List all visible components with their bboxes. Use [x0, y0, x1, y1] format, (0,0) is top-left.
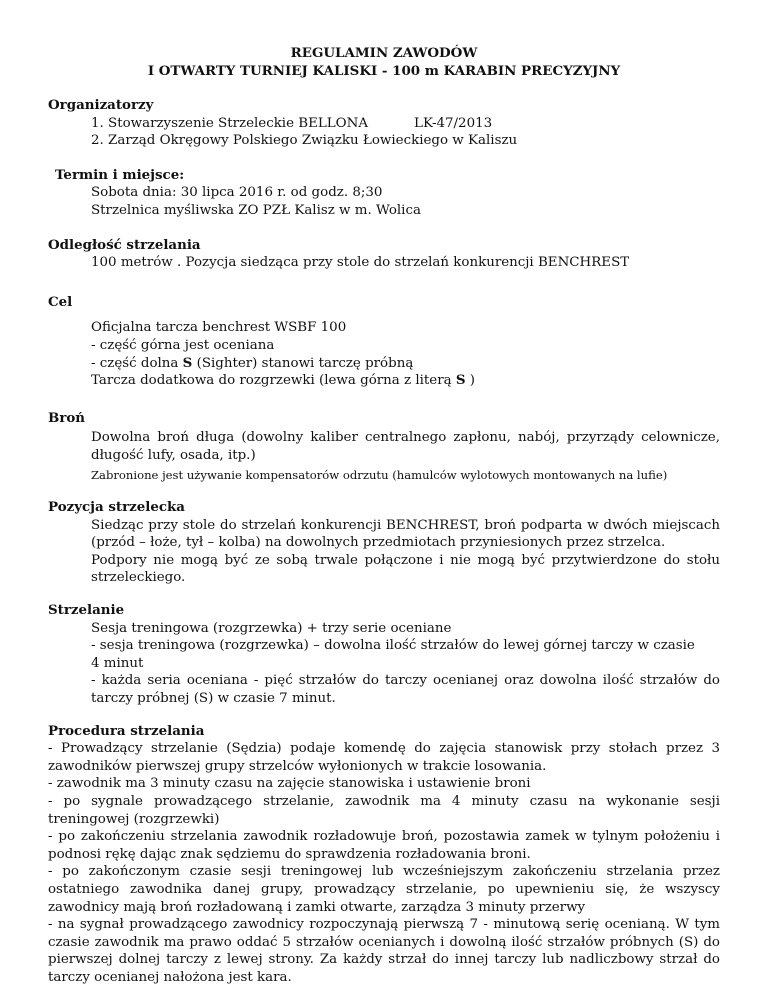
- procedure-item: - na sygnał prowadzącego zawodnicy rozpoczynają pierwszą 7 - minutową serię ocenianą. W tym czasie zawodnik ma prawo oddać 5 strzałów ocenianych i dowolną ilość strzałów próbnych (S) do pierwszej dolnej tarczy z lewej strony. Za każdy strzał do innej tarczy lub nadliczbowy strzał do tarczy ocenianej nałożona jest kara.: [48, 917, 720, 985]
- target-line-4-bold: S: [455, 372, 466, 389]
- target-line-4: [91, 372, 720, 390]
- organizer-item-1: [91, 115, 720, 133]
- target-line-3-pre: - część dolna: [91, 355, 183, 371]
- target-line-1: Oficjalna tarcza benchrest WSBF 100: [91, 320, 347, 336]
- procedure-item: - zawodnik ma 3 minuty czasu na zajęcie stanowiska i ustawienie broni: [48, 776, 531, 792]
- shooting-line-3: 4 minut: [91, 655, 144, 671]
- document-title-line1: REGULAMIN ZAWODÓW: [290, 45, 478, 61]
- weapon-text: Dowolna broń długa (dowolny kaliber centralnego zapłonu, nabój, przyrządy celownicze, długość lufy, osada, itp.): [91, 430, 720, 463]
- date-place-heading: Termin i miejsce:: [55, 166, 185, 183]
- weapon-note: Zabronione jest używanie kompensatorów odrzutu (hamulców wylotowych montowanych na lufie): [91, 467, 668, 482]
- target-line-3: [91, 355, 720, 373]
- procedure-list: [48, 740, 720, 986]
- target-line-2: - część górna jest oceniana: [91, 337, 275, 353]
- procedure-item: - po sygnale prowadzącego strzelanie, zawodnik ma 4 minuty czasu na wykonanie sesji treningowej (rozgrzewki): [48, 794, 720, 827]
- date-line: Sobota dnia: 30 lipca 2016 r. od godz. 8;30: [91, 185, 383, 201]
- target-line-3-post: (Sighter) stanowi tarczę próbną: [192, 355, 414, 371]
- shooting-line-1: Sesja treningowa (rozgrzewka) + trzy serie oceniane: [91, 620, 452, 636]
- document-title-line2: I OTWARTY TURNIEJ KALISKI - 100 m KARABIN PRECYZYJNY: [147, 63, 621, 79]
- organizers-heading: Organizatorzy: [48, 97, 154, 113]
- shooting-heading: Strzelanie: [48, 602, 125, 619]
- weapon-heading: Broń: [48, 409, 86, 426]
- distance-heading: Odległość strzelania: [48, 236, 201, 253]
- organizer-item-1-code: LK-47/2013: [414, 115, 493, 131]
- target-heading: Cel: [48, 293, 73, 310]
- target-line-4-pre: Tarcza dodatkowa do rozgrzewki (lewa górna z literą: [91, 373, 456, 389]
- organizer-item-1-name: 1. Stowarzyszenie Strzeleckie BELLONA: [91, 115, 369, 131]
- shooting-line-2: - sesja treningowa (rozgrzewka) – dowolna ilość strzałów do lewej górnej tarczy w czasie: [91, 638, 695, 654]
- target-line-4-post: ): [465, 373, 476, 389]
- shooting-line-4: - każda seria oceniana - pięć strzałów do tarczy ocenianej oraz dowolna ilość strzałów do tarczy próbnej (S) w czasie 7 minut.: [91, 673, 720, 707]
- procedure-heading: Procedura strzelania: [48, 722, 205, 739]
- procedure-item: - po zakończonym czasie sesji treningowej lub wcześniejszym zakończeniu strzelania przez ostatniego zawodnika danej grupy, prowadzący strzelanie, po upewnieniu się, że wszyscy zawodnicy mają broń rozładowaną i zamki otwarte, zarządza 3 minuty przerwy: [48, 864, 720, 915]
- position-para-1: Siedząc przy stole do strzelań konkurencji BENCHREST, broń podparta w dwóch miejscach (przód – łoże, tył – kolba) na dowolnych przedmiotach przyniesionych przez strzelca.: [91, 517, 720, 551]
- position-para-2: Podpory nie mogą być ze sobą trwale połączone i nie mogą być przytwierdzone do stołu strzeleckiego.: [91, 552, 720, 586]
- procedure-item: - Prowadzący strzelanie (Sędzia) podaje komendę do zajęcia stanowisk przy stołach przez 3 zawodników pierwszej grupy strzelców wyłonionych w trakcie losowania.: [48, 741, 720, 774]
- target-line-3-bold: S: [182, 354, 193, 371]
- place-line: Strzelnica myśliwska ZO PZŁ Kalisz w m. Wolica: [91, 202, 421, 218]
- procedure-item: - po zakończeniu strzelania zawodnik rozładowuje broń, pozostawia zamek w tylnym położeniu i podnosi rękę dając znak sędziemu do sprawdzenia rozładowania broni.: [48, 829, 720, 862]
- distance-text: 100 metrów . Pozycja siedząca przy stole do strzelań konkurencji BENCHREST: [91, 255, 630, 271]
- organizer-item-2: 2. Zarząd Okręgowy Polskiego Związku Łowieckiego w Kaliszu: [91, 133, 518, 149]
- position-heading: Pozycja strzelecka: [48, 499, 185, 516]
